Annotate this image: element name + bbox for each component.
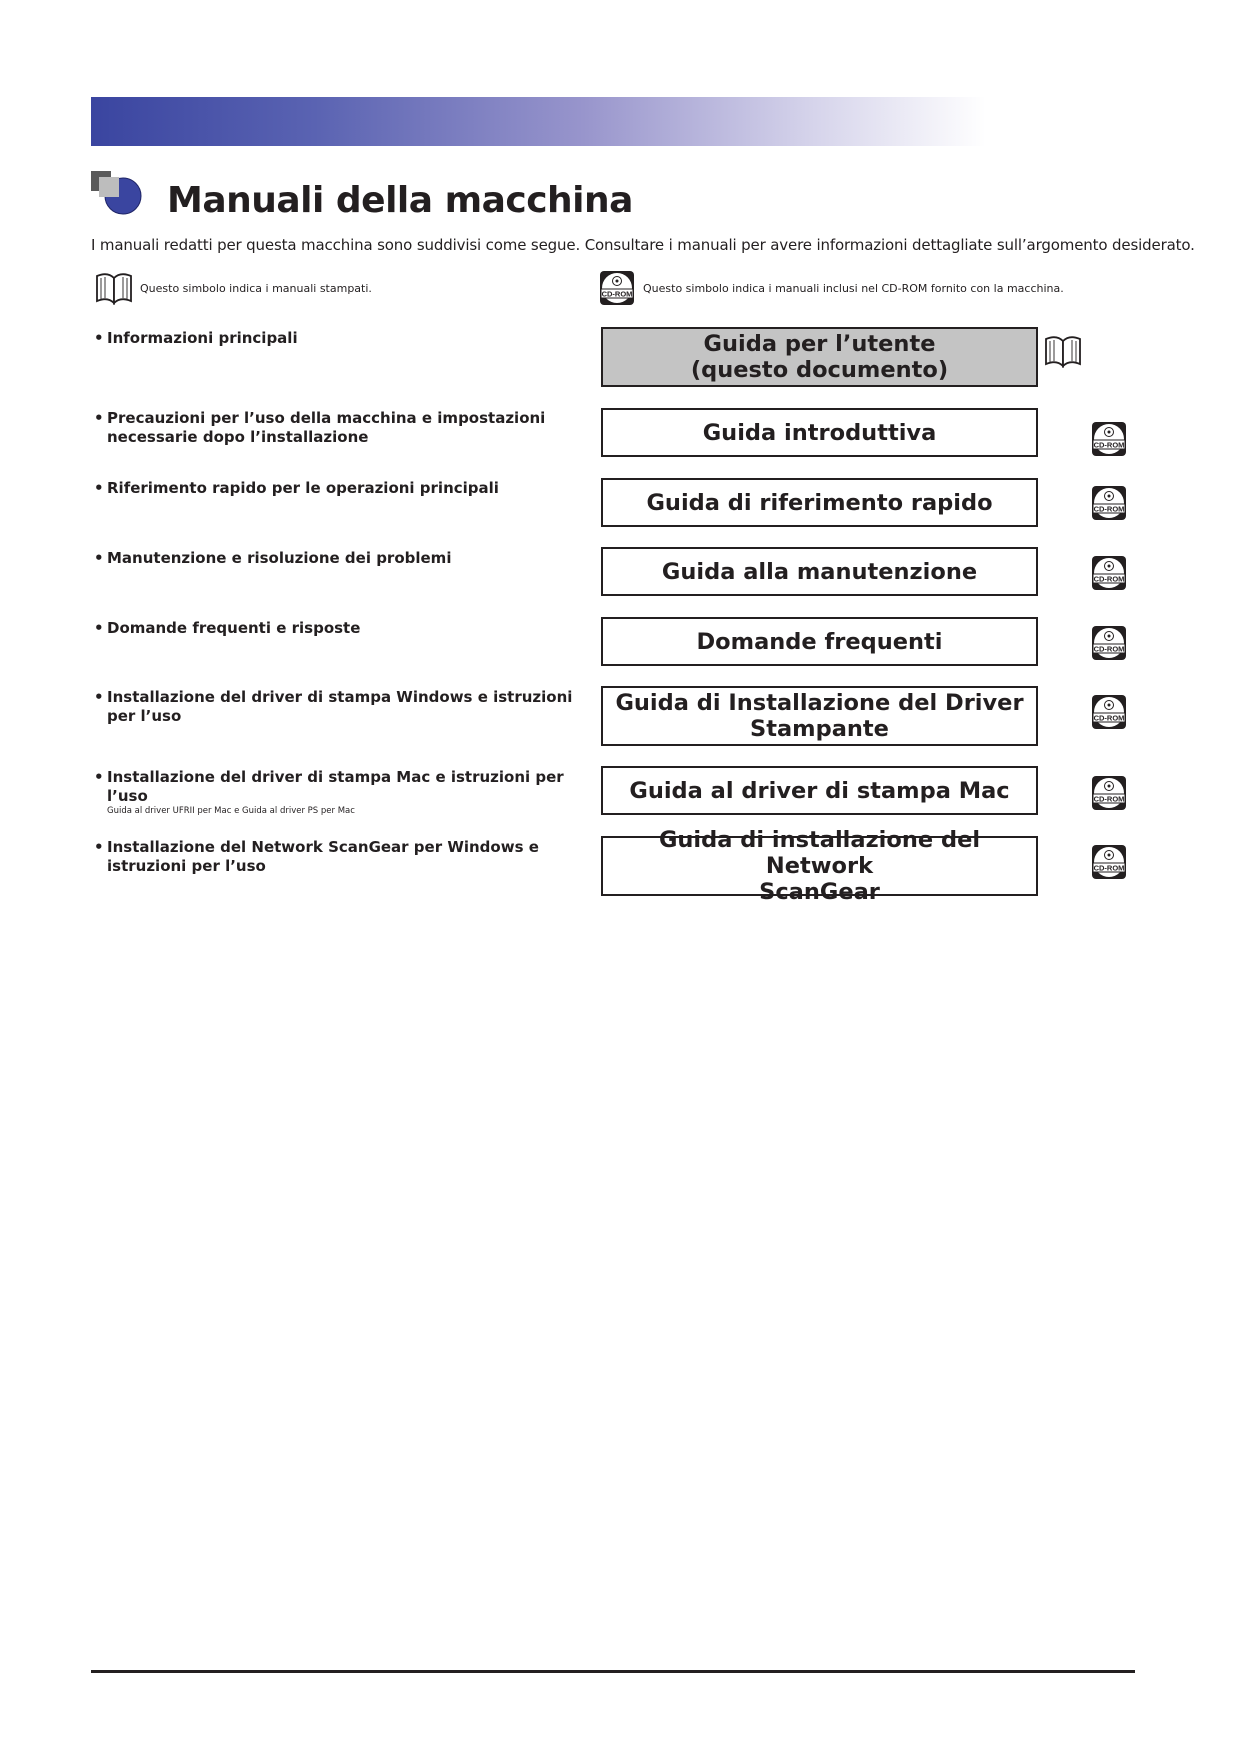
manual-description xyxy=(94,838,589,876)
manual-description xyxy=(94,688,589,726)
manual-description xyxy=(94,619,589,638)
bullet: • xyxy=(94,838,104,856)
cd-rom-label: CD-ROM xyxy=(1093,440,1125,450)
manual-description-text: Manutenzione e risoluzione dei problemi xyxy=(107,549,452,567)
cd-rom-label: CD-ROM xyxy=(1093,574,1125,584)
cd-rom-label: CD-ROM xyxy=(1093,794,1125,804)
cd-rom-label: CD-ROM xyxy=(1093,504,1125,514)
guide-button[interactable] xyxy=(601,327,1038,387)
manual-description xyxy=(94,409,589,447)
manual-description xyxy=(94,329,589,348)
manual-description-text: Domande frequenti e risposte xyxy=(107,619,361,637)
guide-title-line2: ScanGear xyxy=(759,879,880,905)
book-icon xyxy=(94,270,134,306)
cd-rom-label: CD-ROM xyxy=(1093,644,1125,654)
manual-description xyxy=(94,549,589,568)
cd-rom-icon xyxy=(1091,775,1127,815)
guide-button[interactable] xyxy=(601,408,1038,457)
cd-rom-icon xyxy=(1091,485,1127,525)
cd-rom-label: CD-ROM xyxy=(601,289,633,299)
bullet: • xyxy=(94,619,104,637)
cd-rom-label: CD-ROM xyxy=(1093,863,1125,873)
bullet: • xyxy=(94,688,104,706)
header-banner xyxy=(91,97,986,146)
cd-rom-icon xyxy=(1091,625,1127,665)
bottom-rule xyxy=(91,1670,1135,1673)
legend-cdrom-text: Questo simbolo indica i manuali inclusi nel CD-ROM fornito con la macchina. xyxy=(643,282,1064,295)
guide-title-line1: Guida per l’utente xyxy=(703,331,936,357)
guide-button[interactable] xyxy=(601,617,1038,666)
legend-printed-text: Questo simbolo indica i manuali stampati. xyxy=(140,282,372,295)
manual-description xyxy=(94,479,589,498)
guide-title-line1: Guida di riferimento rapido xyxy=(646,489,993,516)
bullet: • xyxy=(94,768,104,786)
guide-title-line1: Guida di Installazione del Driver xyxy=(615,690,1024,716)
intro-paragraph: I manuali redatti per questa macchina sono suddivisi come segue. Consultare i manuali per avere informazioni dettagliate sull’argomento desiderato. xyxy=(91,236,1195,254)
manual-description-text: Installazione del driver di stampa Mac e istruzioni per l’uso xyxy=(107,768,564,805)
guide-title-line1: Guida di installazione del Network xyxy=(658,827,981,879)
guide-title-line1: Guida alla manutenzione xyxy=(661,558,978,585)
guide-button[interactable] xyxy=(601,686,1038,746)
guide-title-line1: Guida al driver di stampa Mac xyxy=(629,777,1010,804)
bullet: • xyxy=(94,329,104,347)
manual-description-text: Installazione del driver di stampa Windows e istruzioni per l’uso xyxy=(107,688,573,725)
cd-rom-icon xyxy=(1091,555,1127,595)
guide-title-line1: Guida introduttiva xyxy=(702,419,937,446)
cd-rom-icon xyxy=(1091,694,1127,734)
manual-subnote: Guida al driver UFRII per Mac e Guida al driver PS per Mac xyxy=(107,806,355,816)
manual-description-text: Precauzioni per l’uso della macchina e impostazioni necessarie dopo l’installazione xyxy=(107,409,546,446)
page-title: Manuali della macchina xyxy=(167,180,633,221)
section-title-icon xyxy=(91,171,145,221)
book-icon xyxy=(1043,333,1083,373)
bullet: • xyxy=(94,479,104,497)
cd-rom-icon xyxy=(1091,421,1127,461)
cd-rom-icon xyxy=(1091,844,1127,884)
cd-rom-icon xyxy=(599,270,635,306)
guide-button[interactable] xyxy=(601,766,1038,815)
guide-button[interactable] xyxy=(601,547,1038,596)
manual-description-text: Informazioni principali xyxy=(107,329,298,347)
bullet: • xyxy=(94,409,104,427)
cd-rom-label: CD-ROM xyxy=(1093,713,1125,723)
guide-title-line1: Domande frequenti xyxy=(696,628,943,655)
manual-description-text: Riferimento rapido per le operazioni principali xyxy=(107,479,499,497)
guide-title-line2: (questo documento) xyxy=(690,357,949,383)
guide-button[interactable] xyxy=(601,478,1038,527)
guide-button[interactable] xyxy=(601,827,1038,905)
manual-description xyxy=(94,768,589,817)
guide-title-line2: Stampante xyxy=(750,716,889,742)
manual-description-text: Installazione del Network ScanGear per Windows e istruzioni per l’uso xyxy=(107,838,539,875)
bullet: • xyxy=(94,549,104,567)
